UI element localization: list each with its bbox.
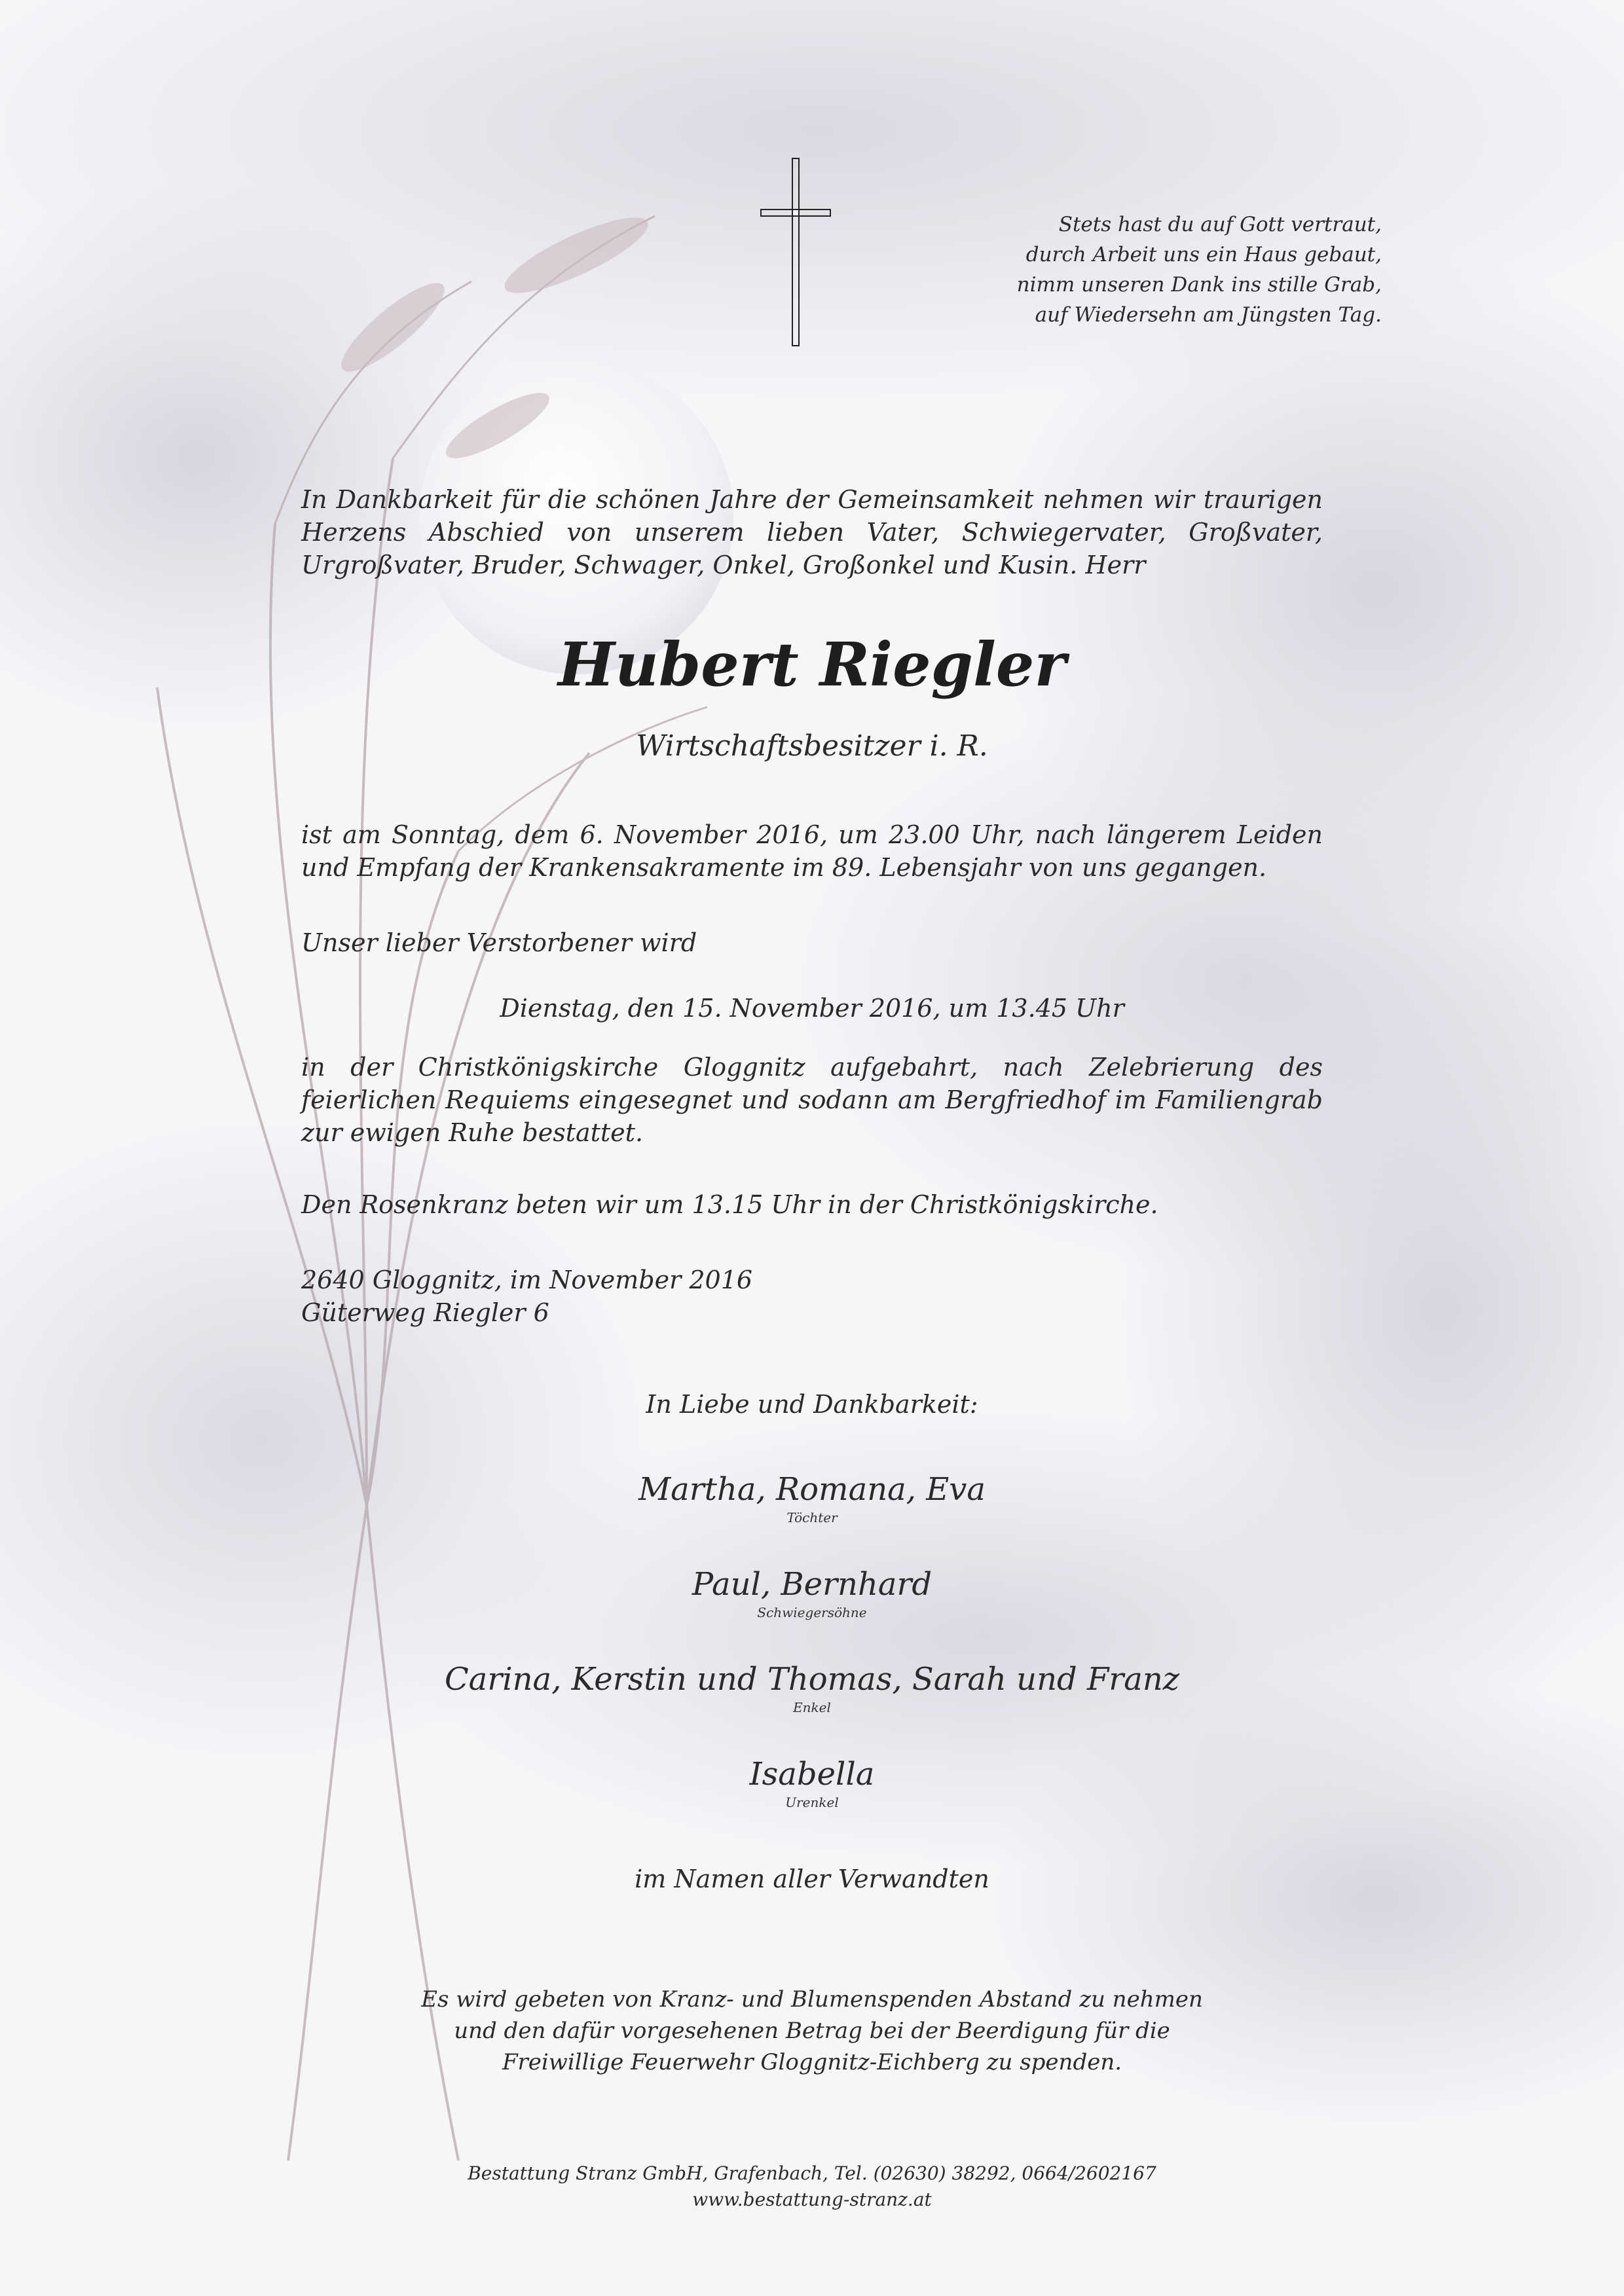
mourner-names: Martha, Romana, Eva <box>638 1471 986 1508</box>
rosary-notice: Den Rosenkranz beten wir um 13.15 Uhr in der Christkönigskirche. <box>301 1190 1158 1219</box>
funeral-home-website: www.bestattung-stranz.at <box>692 2189 932 2210</box>
address-block <box>301 1264 752 1329</box>
funeral-home-contact: Bestattung Stranz GmbH, Grafenbach, Tel. (02630) 38292, 0664/2602167 <box>468 2162 1156 2184</box>
funeral-home-info <box>0 2160 1624 2213</box>
mourners-intro: In Liebe und Dankbarkeit: <box>646 1390 978 1419</box>
cross-icon <box>760 157 832 347</box>
mourner-names: Paul, Bernhard <box>692 1566 932 1603</box>
service-details-paragraph: in der Christkönigskirche Gloggnitz aufgebahrt, nach Zelebrierung des feierlichen Requiems eingesegnet und sodann am Bergfriedhof im Familiengrab zur ewigen Ruhe bestattet. <box>301 1053 1323 1147</box>
mourner-group-grandchildren <box>0 1660 1624 1716</box>
donation-line: Es wird gebeten von Kranz- und Blumenspenden Abstand zu nehmen <box>421 1986 1203 2013</box>
mourner-relation: Töchter <box>786 1510 838 1525</box>
place-date: 2640 Gloggnitz, im November 2016 <box>301 1266 753 1294</box>
death-notice-paragraph: ist am Sonntag, dem 6. November 2016, um 23.00 Uhr, nach längerem Leiden und Empfang der Krankensakramente im 89. Lebensjahr von uns gegangen. <box>301 820 1323 882</box>
verse-line: nimm unseren Dank ins stille Grab, <box>1016 273 1382 297</box>
memorial-verse <box>950 210 1382 330</box>
service-lead: Unser lieber Verstorbener wird <box>301 928 697 957</box>
mourner-group-great-grandchildren <box>0 1755 1624 1811</box>
mourner-names: Carina, Kerstin und Thomas, Sarah und Franz <box>444 1661 1180 1698</box>
verse-line: Stets hast du auf Gott vertraut, <box>1058 213 1382 236</box>
donation-request <box>0 1984 1624 2078</box>
mourner-names: Isabella <box>749 1756 875 1793</box>
mourners-closing: im Namen aller Verwandten <box>635 1865 989 1893</box>
mourner-relation: Schwiegersöhne <box>757 1605 867 1620</box>
verse-line: durch Arbeit uns ein Haus gebaut, <box>1025 243 1382 266</box>
mourner-relation: Urenkel <box>785 1795 839 1810</box>
deceased-name: Hubert Riegler <box>558 629 1066 700</box>
verse-line: auf Wiedersehn am Jüngsten Tag. <box>1035 303 1382 327</box>
donation-line: Freiwillige Feuerwehr Gloggnitz-Eichberg zu spenden. <box>502 2049 1122 2075</box>
deceased-occupation: Wirtschaftsbesitzer i. R. <box>636 729 988 763</box>
street-address: Güterweg Riegler 6 <box>301 1298 549 1327</box>
mourner-relation: Enkel <box>793 1700 831 1715</box>
intro-paragraph: In Dankbarkeit für die schönen Jahre der Gemeinsamkeit nehmen wir traurigen Herzens Abschied von unserem lieben Vater, Schwiegervater, Großvater, Urgroßvater, Bruder, Schwager, Onkel, Großonkel und Kusin. Herr <box>301 485 1323 579</box>
mourner-group-sons-in-law <box>0 1565 1624 1621</box>
mourner-group-daughters <box>0 1470 1624 1526</box>
service-date: Dienstag, den 15. November 2016, um 13.45 Uhr <box>500 994 1124 1023</box>
donation-line: und den dafür vorgesehenen Betrag bei der Beerdigung für die <box>454 2018 1170 2044</box>
